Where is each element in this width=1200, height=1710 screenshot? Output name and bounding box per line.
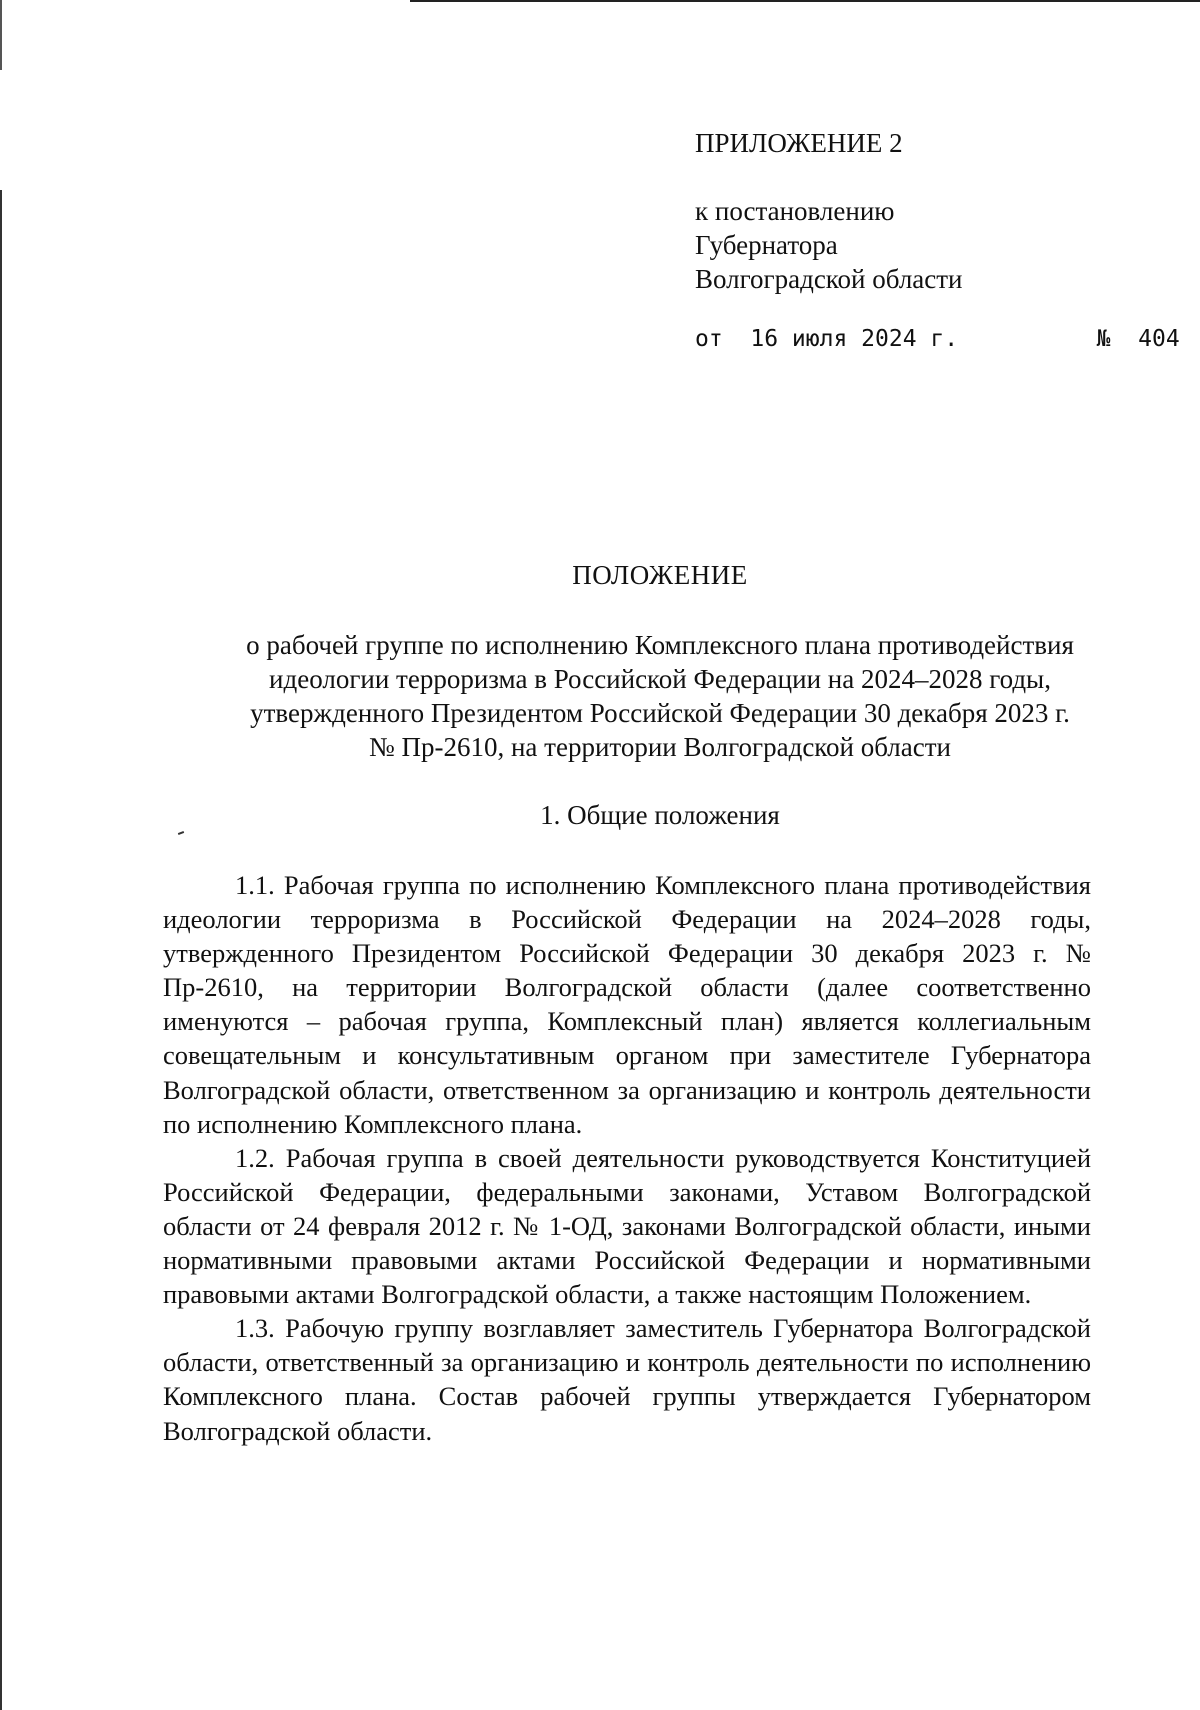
appendix-reference — [695, 194, 963, 296]
paragraph-1-3: 1.3. Рабочую группу возглавляет заместитель Губернатора Волгоградской области, ответственный за организацию и контроль деятельности по исполнению Комплексного плана. Состав рабочей группы утверждается Губернатором Волгоградской области. — [163, 1313, 1091, 1446]
document-title: ПОЛОЖЕНИЕ — [572, 560, 748, 590]
section-title: 1. Общие положения — [540, 800, 780, 830]
subtitle-line: о рабочей группе по исполнению Комплексного плана противодействия — [246, 630, 1074, 660]
paragraph-1-1: 1.1. Рабочая группа по исполнению Комплексного плана противодействия идеологии терроризма в Российской Федерации на 2024–2028 годы, утвержденного Президентом Российской Федерации 30 декабря 2023 г. № Пр-2610, на территории Волгоградской области (далее соответственно именуются – рабочая группа, Комплексный план) является коллегиальным совещательным и консультативным органом при заместителе Губернатора Волгоградской области, ответственном за организацию и контроль деятельности по исполнению Комплексного плана. — [163, 870, 1091, 1139]
document-body — [163, 868, 1091, 1448]
appendix-block — [695, 126, 963, 296]
stray-mark — [178, 831, 184, 835]
appendix-date-line — [695, 322, 1180, 356]
paragraph-1-2: 1.2. Рабочая группа в своей деятельности руководствуется Конституцией Российской Федерации, федеральными законами, Уставом Волгоградской области от 24 февраля 2012 г. № 1-ОД, законами Волгоградской области, иными нормативными правовыми актами Российской Федерации и нормативными правовыми актами Волгоградской области, а также настоящим Положением. — [163, 1142, 1091, 1310]
scan-edge-left-top — [0, 0, 2, 70]
subtitle-line: утвержденного Президентом Российской Федерации 30 декабря 2023 г. — [250, 698, 1070, 728]
appendix-ref-line: Волгоградской области — [695, 264, 963, 294]
appendix-number: № 404 — [1096, 326, 1180, 352]
document-subtitle — [160, 628, 1160, 764]
subtitle-line: идеологии терроризма в Российской Федерации на 2024–2028 годы, — [269, 664, 1051, 694]
scan-edge-left — [0, 190, 2, 1710]
appendix-ref-line: Губернатора — [695, 230, 838, 260]
subtitle-line: № Пр-2610, на территории Волгоградской области — [368, 732, 952, 762]
appendix-ref-line: к постановлению — [695, 196, 895, 226]
appendix-date: от 16 июля 2024 г. — [695, 326, 959, 352]
scan-edge-top — [410, 0, 1200, 2]
appendix-title: ПРИЛОЖЕНИЕ 2 — [695, 128, 903, 158]
